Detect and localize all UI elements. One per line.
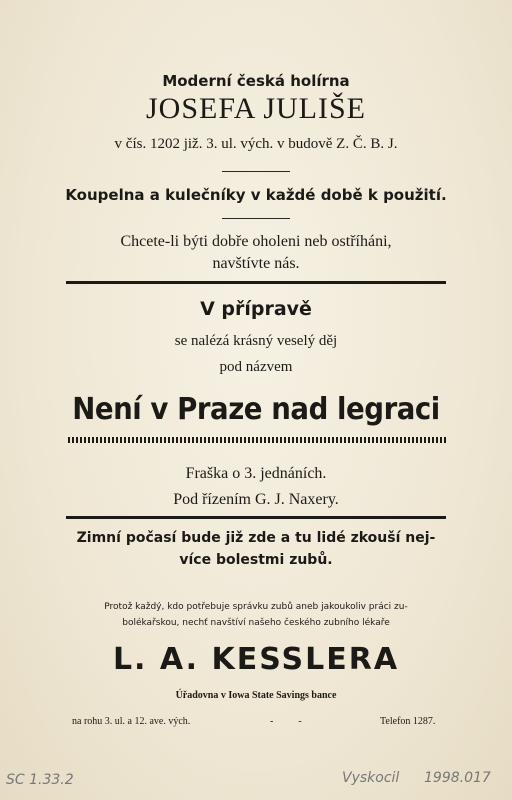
- divider-zigzag: [68, 437, 446, 443]
- play-line1: se nalézá krásný veselý děj: [174, 333, 338, 349]
- handwritten-accession: 1998.017: [424, 770, 491, 786]
- handwritten-author: Vyskocil: [342, 770, 400, 786]
- barber-name: JOSEFA JULIŠE: [146, 92, 366, 125]
- barber-invite-line2: navštívte nás.: [212, 255, 300, 272]
- divider-short: [222, 171, 290, 172]
- play-title: Není v Praze nad legraci: [72, 392, 440, 427]
- dentist-office: Úřadovna v Iowa State Savings bance: [175, 690, 337, 701]
- handwritten-catalog-number: SC 1.33.2: [6, 772, 74, 788]
- divider-heavy: [66, 281, 446, 284]
- dentist-body-line1: Protož každý, kdo potřebuje správku zubů aneb jakoukoliv práci zu-: [104, 602, 408, 612]
- dentist-name: L. A. KESSLERA: [112, 642, 400, 677]
- dentist-location: na rohu 3. ul. a 12. ave. vých.: [72, 716, 191, 727]
- dentist-body-line2: bolékařskou, nechť navštíví našeho českého zubního lékaře: [122, 618, 390, 628]
- dentist-dashes: - -: [270, 716, 302, 727]
- dentist-phone: Telefon 1287.: [380, 716, 436, 727]
- play-subtitle2: Pod řízením G. J. Naxery.: [173, 491, 339, 508]
- play-heading: V přípravě: [200, 298, 312, 320]
- play-line2: pod názvem: [219, 359, 293, 375]
- divider-heavy: [66, 516, 446, 519]
- barber-address: v čís. 1202 již. 3. ul. vých. v budově Z. Č. B. J.: [114, 136, 398, 152]
- play-subtitle1: Fraška o 3. jednáních.: [185, 465, 327, 482]
- barber-invite-line1: Chcete-li býti dobře oholeni neb ostříháni,: [120, 233, 392, 250]
- dentist-slogan-line1: Zimní počasí bude již zde a tu lidé zkouší nej-: [76, 530, 436, 546]
- barber-amenities: Koupelna a kulečníky v každé době k použití.: [65, 186, 447, 204]
- dentist-slogan-line2: více bolestmi zubů.: [179, 552, 333, 568]
- barber-intro: Moderní česká holírna: [162, 72, 350, 90]
- divider-short: [222, 218, 290, 219]
